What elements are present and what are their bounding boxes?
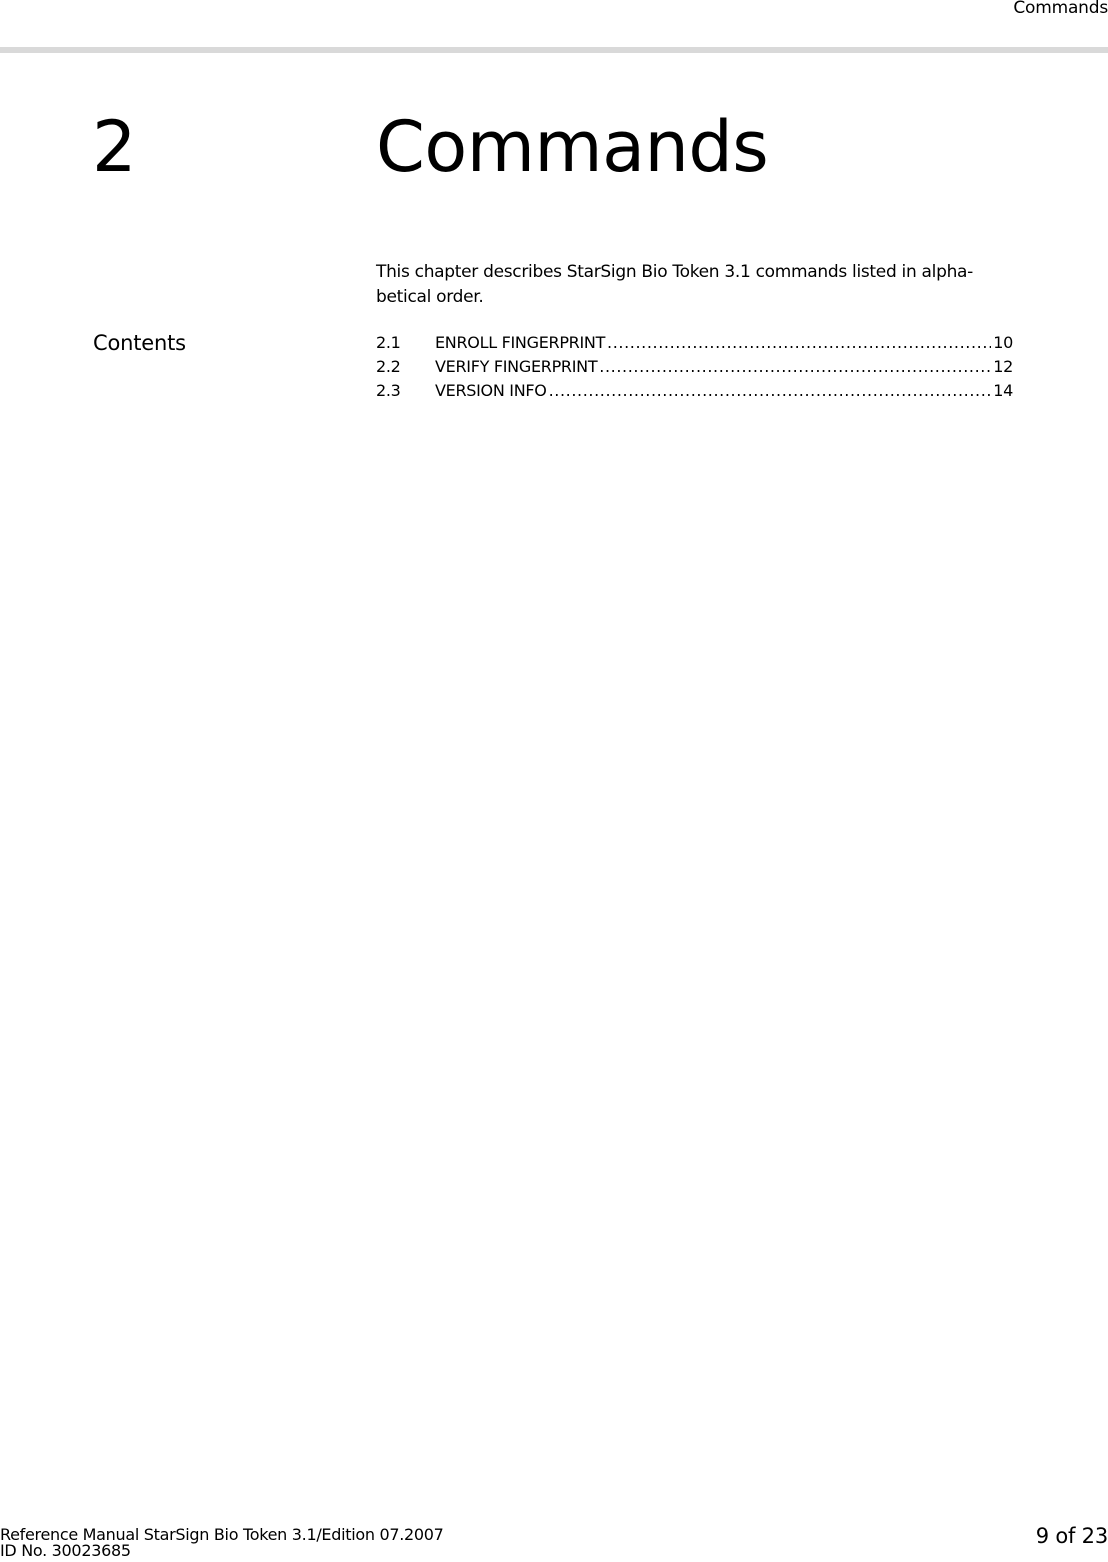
toc-entry-number: 2.1 (376, 333, 401, 352)
toc-entry-page[interactable]: 12 (993, 357, 1013, 376)
running-header-title: Commands (1013, 0, 1108, 18)
toc-entry[interactable] (376, 379, 1013, 403)
table-of-contents (376, 331, 1013, 403)
toc-entry[interactable] (376, 331, 1013, 355)
toc-entry-title[interactable]: VERSION INFO (435, 381, 547, 400)
page-number: 9 of 23 (1035, 1524, 1108, 1548)
chapter-number: 2 (92, 106, 137, 188)
footer-manual-edition: Reference Manual StarSign Bio Token 3.1/Edition 07.2007 (0, 1525, 444, 1544)
toc-entry-title[interactable]: VERIFY FINGERPRINT (435, 357, 598, 376)
footer-id-number: ID No. 30023685 (0, 1541, 131, 1560)
toc-entry[interactable] (376, 355, 1013, 379)
contents-heading: Contents (93, 331, 186, 355)
chapter-title: Commands (376, 106, 769, 188)
intro-paragraph: This chapter describes StarSign Bio Token 3.1 commands listed in alpha-betical order. (376, 262, 974, 307)
toc-dot-leader (549, 379, 992, 403)
toc-entry-page[interactable]: 14 (993, 381, 1013, 400)
toc-entry-page[interactable]: 10 (993, 333, 1013, 352)
toc-dot-leader (599, 355, 991, 379)
header-rule (0, 47, 1108, 53)
toc-dot-leader (607, 331, 991, 355)
toc-entry-title[interactable]: ENROLL FINGERPRINT (435, 333, 606, 352)
toc-entry-number: 2.3 (376, 381, 401, 400)
footer-info (0, 1527, 444, 1559)
toc-entry-number: 2.2 (376, 357, 401, 376)
